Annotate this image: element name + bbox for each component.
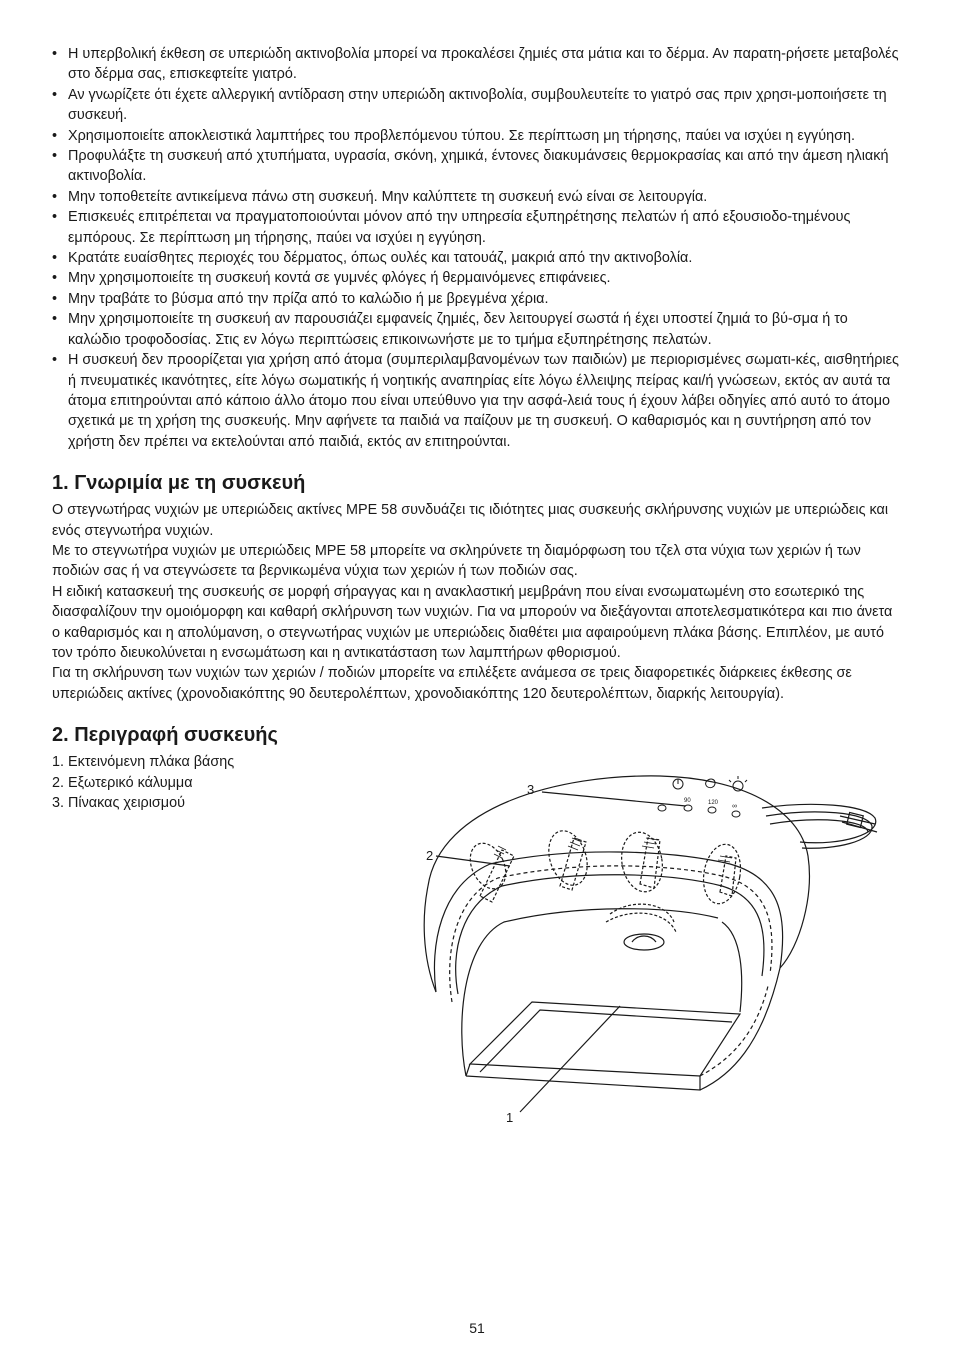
bullet-text: Μην τραβάτε το βύσμα από την πρίζα από το καλώδιο ή με βρεγμένα χέρια. xyxy=(68,290,549,307)
parts-list xyxy=(52,752,352,813)
section-1-heading: 1. Γνωριμία με τη συσκευή xyxy=(52,472,306,495)
safety-bullet-item xyxy=(52,207,904,248)
safety-bullet-list xyxy=(52,44,904,452)
section-1-paragraph: Για τη σκλήρυνση των νυχιών των χεριών / ποδιών μπορείτε να επιλέξετε ανάμεσα σε τρεις διαφορετικές διάρκειες έκθεσης σε υπεριώδεις ακτίνες (χρονοδιακόπτης 90 δευτερολέπτων, χρονοδιακόπτης 120 δευτερολέπτων, διαρκής λειτουργία). xyxy=(52,665,852,702)
section-1-body xyxy=(52,500,904,704)
bullet-text: Αν γνωρίζετε ότι έχετε αλλεργική αντίδραση στην υπεριώδη ακτινοβολία, συμβουλευτείτε το γιατρό σας πριν χρησι-μοποιήσετε τη συσκευή. xyxy=(68,86,887,124)
parts-list-item: 1. Εκτεινόμενη πλάκα βάσης xyxy=(52,754,235,771)
safety-bullet-item xyxy=(52,289,904,309)
bullet-text: Η συσκευή δεν προορίζεται για χρήση από άτομα (συμπεριλαμβανομένων των παιδιών) με περιορισμένες σωματι-κές, αισθητήριες ή πνευματικές ικανότητες, είτε λόγω σωματικής ή νοητικής αναπηρίας είτε λόγω έλλειψης πείρας και/ή γνώσεων, εκτός αν αυτά τα άτομα επιτηρούνται από κάποιο άλλο άτομο που είναι υπεύθυνο για την ασφά-λειά τους ή έχουν λάβει οδηγίες από αυτό το άτομο σχετικά με τη χρήση της συσκευής. Μην αφήνετε τα παιδιά να παίζουν με τη συσκευή. Ο καθαρισμός και η συντήρηση από τον χρήστη δεν πρέπει να εκτελούνται από παιδιά, εκτός αν επιτηρούνται. xyxy=(68,352,899,450)
uv-lamps xyxy=(463,826,745,932)
section-1-paragraph: Ο στεγνωτήρας νυχιών με υπεριώδεις ακτίνες MPE 58 συνδυάζει τις ιδιότητες μιας συσκευής σκλήρυνσης νυχιών με υπεριώδεις και ενός στεγνωτήρα νυχιών. xyxy=(52,502,889,539)
section-1-paragraph: Η ειδική κατασκευή της συσκευής σε μορφή σήραγγας και η ανακλαστική μεμβράνη που είναι ενσωματωμένη στο εσωτερικό της διασφαλίζουν την ομοιόμορφη και καθαρή σκλήρυνση των νυχιών. Για να μπορούν να διεξάγονται αποτελεσματικότερα και πιο άνετα ο καθαρισμός και η απολύμανση, ο στεγνωτήρας νυχιών με υπεριώδεις διαθέτει μια αφαιρούμενη πλάκα βάσης. Επιπλέον, με αυτό τον τρόπο διευκολύνεται η ενσωμάτωση και η αντικατάσταση των λαμπτήρων φθορισμού. xyxy=(52,583,893,661)
bullet-dot: • xyxy=(52,188,58,205)
bullet-text: Η υπερβολική έκθεση σε υπεριώδη ακτινοβολία μπορεί να προκαλέσει ζημιές στα μάτια και το δέρμα. Αν παρατη-ρήσετε μεταβολές στο δέρμα σας, επισκεφτείτε γιατρό. xyxy=(68,46,899,83)
callout-3: 3 xyxy=(527,782,535,798)
safety-bullet-item xyxy=(52,85,904,126)
bullet-text: Χρησιμοποιείτε αποκλειστικά λαμπτήρες του προβλεπόμενου τύπου. Σε περίπτωση μη τήρησης, παύει να ισχύει η εγγύηση. xyxy=(68,127,855,144)
bullet-dot: • xyxy=(52,270,58,287)
page-content xyxy=(52,44,904,1132)
section-2-heading: 2. Περιγραφή συσκευής xyxy=(52,724,278,747)
bullet-dot: • xyxy=(52,86,58,103)
device-description xyxy=(52,752,904,1132)
safety-bullet-item xyxy=(52,44,904,85)
outer-cover xyxy=(428,776,809,968)
bullet-dot: • xyxy=(52,311,58,328)
safety-bullet-item xyxy=(52,126,904,146)
safety-bullet-item xyxy=(52,268,904,288)
bullet-dot: • xyxy=(52,250,58,267)
section-1-paragraph: Με το στεγνωτήρα νυχιών με υπεριώδεις MPE 58 μπορείτε να σκληρύνετε τη διαμόρφωση του τζελ στα νύχια των χεριών ή των ποδιών σας ή να στεγνώσετε τα βερνικωμένα νύχια των χεριών ή των ποδιών σας. xyxy=(52,542,861,580)
bullet-dot: • xyxy=(52,46,58,62)
callout-1: 1 xyxy=(506,1110,514,1126)
safety-bullet-item xyxy=(52,350,904,452)
bullet-text: Προφυλάξτε τη συσκευή από χτυπήματα, υγρασία, σκόνη, χημικά, έντονες διακυμάνσεις θερμοκρασίας και από την άμεση ηλιακή ακτινοβολία. xyxy=(68,148,889,185)
base-plate xyxy=(470,1002,740,1076)
callout-2: 2 xyxy=(426,848,434,864)
panel-label-90: 90 xyxy=(684,798,691,805)
safety-bullet-item xyxy=(52,309,904,350)
bullet-dot: • xyxy=(52,127,58,144)
page-number: 51 xyxy=(469,1320,485,1336)
safety-bullet-item xyxy=(52,146,904,187)
bullet-dot: • xyxy=(52,209,58,226)
callout-line-1 xyxy=(520,1006,620,1112)
panel-label-continuous: ∞ xyxy=(732,803,737,811)
safety-bullet-item xyxy=(52,187,904,207)
fan-grille xyxy=(624,934,664,950)
bullet-text: Επισκευές επιτρέπεται να πραγματοποιούνται μόνον από την υπηρεσία εξυπηρέτησης πελατών ή από εξουσιοδο-τημένους εμπόρους. Σε περίπτωση μη τήρησης, παύει να ισχύει η εγγύηση. xyxy=(68,209,851,246)
bullet-text: Μην χρησιμοποιείτε τη συσκευή κοντά σε γυμνές φλόγες ή θερμαινόμενες επιφάνειες. xyxy=(68,270,611,287)
parts-list-item: 2. Εξωτερικό κάλυμμα xyxy=(52,774,193,791)
bullet-dot: • xyxy=(52,352,58,369)
bullet-text: Μην τοποθετείτε αντικείμενα πάνω στη συσκευή. Μην καλύπτετε τη συσκευή ενώ είναι σε λειτουργία. xyxy=(68,188,708,205)
callout-line-3 xyxy=(542,792,686,806)
control-panel xyxy=(658,776,747,817)
bullet-dot: • xyxy=(52,148,58,165)
panel-label-120: 120 xyxy=(708,800,719,807)
safety-bullet-item xyxy=(52,248,904,268)
bullet-dot: • xyxy=(52,290,58,307)
lamp-caps xyxy=(494,838,732,862)
bullet-text: Κρατάτε ευαίσθητες περιοχές του δέρματος, όπως ουλές και τατουάζ, μακριά από την ακτινοβολία. xyxy=(68,250,693,267)
parts-list-item: 3. Πίνακας χειρισμού xyxy=(52,795,185,811)
device-illustration xyxy=(370,746,910,1126)
bullet-text: Μην χρησιμοποιείτε τη συσκευή αν παρουσιάζει εμφανείς ζημιές, δεν λειτουργεί σωστά ή έχει υποστεί ζημιά το βύ-σμα ή το καλώδιο τροφοδοσίας. Στις εν λόγω περιπτώσεις επικοινωνήστε με το τμήμα εξυπηρέτησης πελατών. xyxy=(68,311,848,348)
